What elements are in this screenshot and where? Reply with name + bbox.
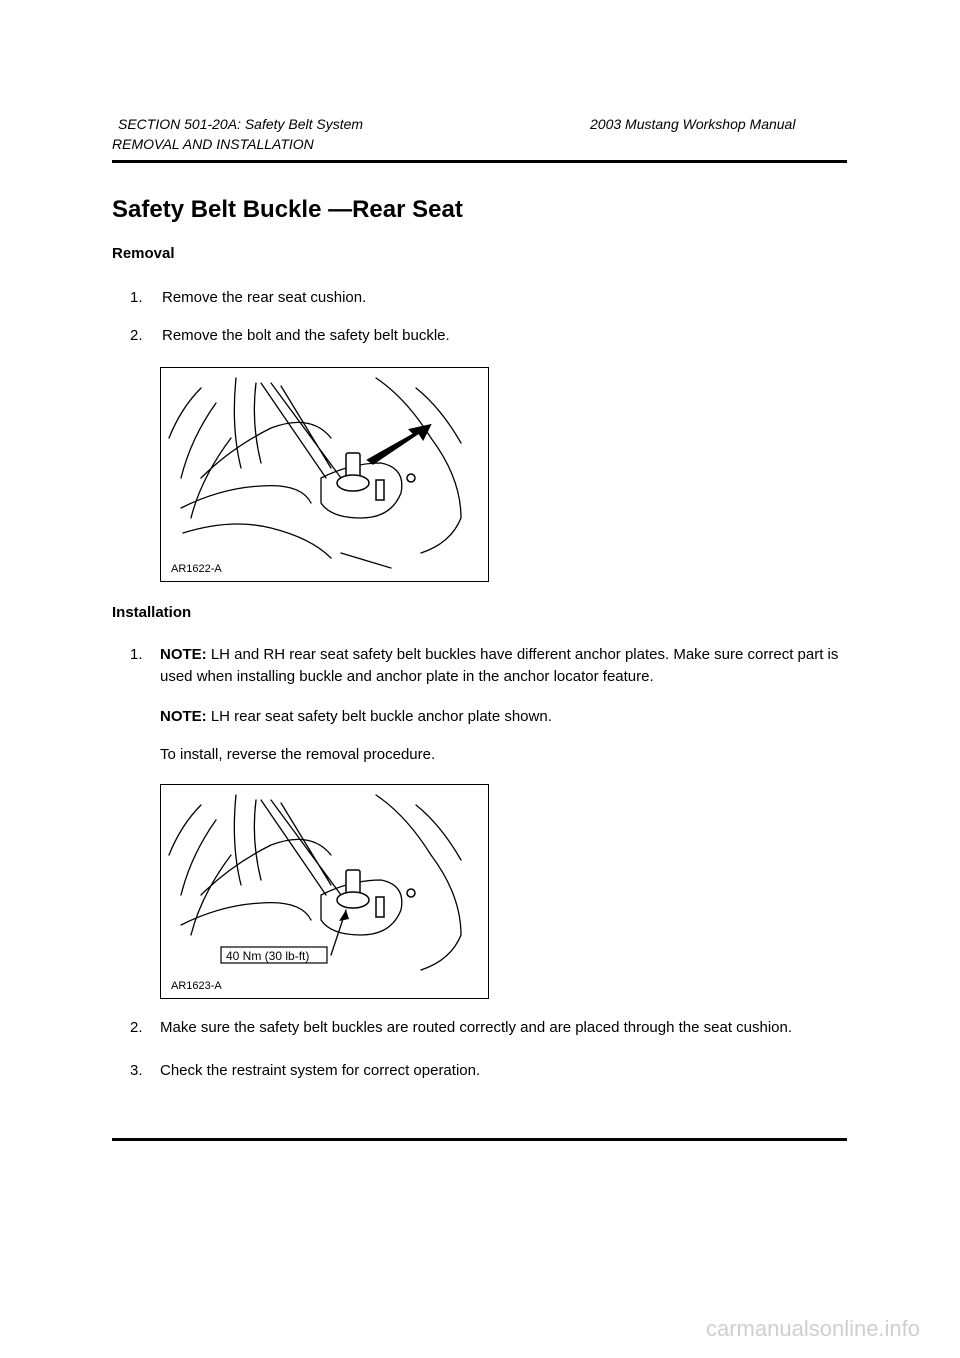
note-2 bbox=[160, 706, 850, 728]
note-text: LH and RH rear seat safety belt buckles have different anchor plates. Make sure correct part is used when installing buckle and anchor plate in the anchor locator feature. bbox=[160, 646, 839, 685]
buckle-bolt-illustration bbox=[161, 368, 488, 581]
install-instruction: To install, reverse the removal procedure. bbox=[160, 746, 436, 763]
note-1 bbox=[160, 644, 850, 688]
step-text: Remove the bolt and the safety belt buckle. bbox=[162, 327, 450, 344]
step-text: Remove the rear seat cushion. bbox=[162, 289, 367, 306]
figure-caption: AR1623-A bbox=[171, 980, 222, 992]
step-text: Check the restraint system for correct operation. bbox=[160, 1062, 481, 1079]
header-subtitle: REMOVAL AND INSTALLATION bbox=[112, 136, 314, 152]
note-label: NOTE: bbox=[160, 708, 207, 725]
step-text: Make sure the safety belt buckles are routed correctly and are placed through the seat cushion. bbox=[160, 1019, 793, 1036]
header-rule bbox=[112, 160, 847, 163]
figure-caption: AR1622-A bbox=[171, 563, 222, 575]
step-number: 3. bbox=[130, 1062, 143, 1079]
removal-step-2 bbox=[130, 325, 870, 347]
removal-heading: Removal bbox=[112, 245, 175, 262]
watermark: carmanualsonline.info bbox=[706, 1316, 921, 1341]
removal-figure bbox=[160, 367, 489, 582]
torque-illustration bbox=[161, 785, 488, 998]
step-number: 2. bbox=[130, 1019, 143, 1036]
note-text: LH rear seat safety belt buckle anchor plate shown. bbox=[206, 708, 552, 725]
section-header: SECTION 501-20A: Safety Belt System bbox=[118, 116, 364, 132]
installation-step-3 bbox=[130, 1060, 870, 1082]
page-title: Safety Belt Buckle —Rear Seat bbox=[112, 196, 463, 223]
manual-title: 2003 Mustang Workshop Manual bbox=[590, 116, 796, 132]
installation-step-2 bbox=[130, 1017, 870, 1039]
step-number: 1. bbox=[130, 646, 143, 663]
note-label: NOTE: bbox=[160, 646, 207, 663]
removal-step-1 bbox=[130, 287, 870, 309]
installation-figure bbox=[160, 784, 489, 999]
step-number: 1. bbox=[130, 289, 143, 306]
installation-heading: Installation bbox=[112, 604, 192, 621]
torque-label: 40 Nm (30 lb-ft) bbox=[226, 949, 310, 963]
step-number: 2. bbox=[130, 327, 143, 344]
footer-rule bbox=[112, 1138, 847, 1141]
